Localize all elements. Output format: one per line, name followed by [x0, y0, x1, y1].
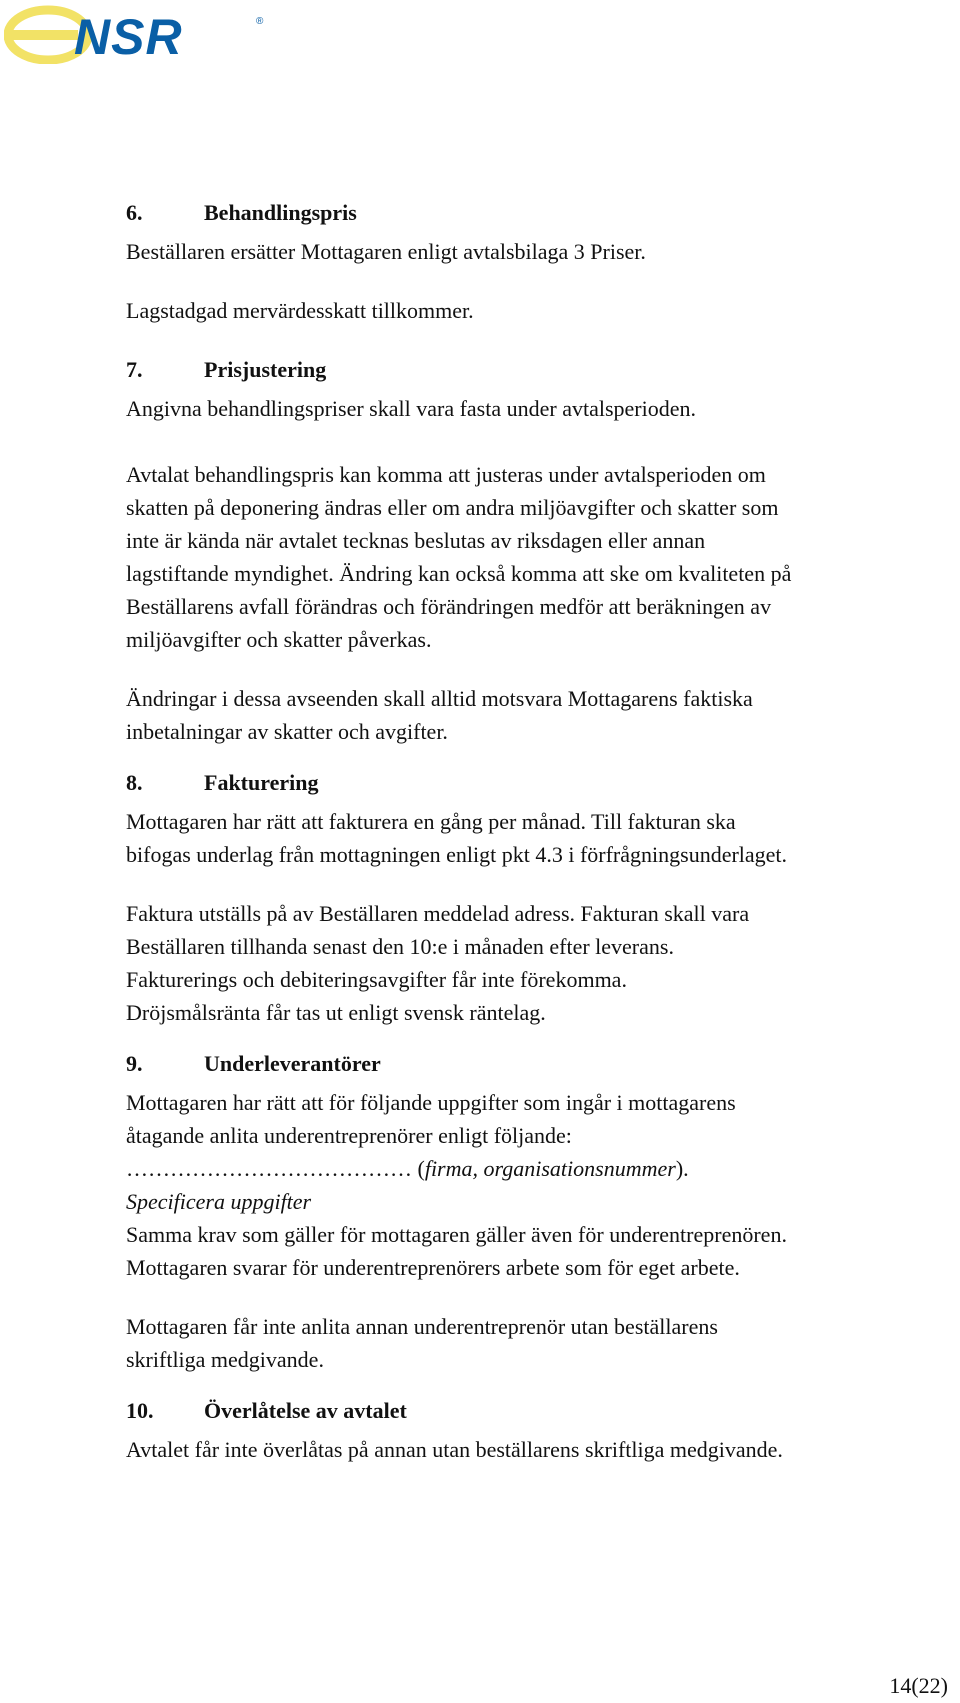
- text-line: Avtalat behandlingspris kan komma att justeras under avtalsperioden om: [126, 462, 766, 487]
- section-6-heading: [126, 196, 946, 229]
- placeholder-end: ).: [675, 1156, 689, 1181]
- logo-registered: ®: [256, 16, 264, 27]
- paragraph: [126, 1310, 946, 1376]
- text-line: bifogas underlag från mottagningen enligt pkt 4.3 i förfrågningsunderlaget.: [126, 842, 788, 867]
- paragraph: [126, 897, 946, 1029]
- section-9-heading: [126, 1047, 946, 1080]
- section-title: Underleverantörer: [204, 1051, 381, 1076]
- text-line: Mottagaren svarar för underentreprenörers arbete som för eget arbete.: [126, 1255, 740, 1280]
- specify-note: Specificera uppgifter: [126, 1189, 312, 1214]
- paragraph: [126, 1086, 946, 1284]
- paragraph: [126, 682, 946, 748]
- logo-bar: [12, 30, 78, 40]
- text-line: skatten på deponering ändras eller om andra miljöavgifter och skatter som: [126, 495, 779, 520]
- text-line: åtagande anlita underentreprenörer enligt följande:: [126, 1123, 572, 1148]
- section-10-heading: [126, 1394, 946, 1427]
- text-line: Beställarens avfall förändras och förändringen medför att beräkningen av: [126, 594, 772, 619]
- text-line: miljöavgifter och skatter påverkas.: [126, 627, 432, 652]
- text-line: Faktura utställs på av Beställaren meddelad adress. Fakturan skall vara: [126, 901, 750, 926]
- section-number: 9.: [126, 1051, 143, 1076]
- paragraph: [126, 805, 946, 871]
- paragraph: Beställaren ersätter Mottagaren enligt avtalsbilaga 3 Priser.: [126, 239, 646, 264]
- section-number: 10.: [126, 1398, 154, 1423]
- section-7-heading: [126, 353, 946, 386]
- section-number: 6.: [126, 200, 143, 225]
- section-8-heading: [126, 766, 946, 799]
- text-line: Fakturerings och debiteringsavgifter får inte förekomma.: [126, 967, 627, 992]
- page-number: 14(22): [889, 1673, 948, 1698]
- section-title: Fakturering: [204, 770, 319, 795]
- document-body: [126, 196, 946, 1466]
- paragraph: [126, 458, 946, 656]
- section-title: Behandlingspris: [204, 200, 357, 225]
- text-line: Mottagaren får inte anlita annan underentreprenör utan beställarens: [126, 1314, 718, 1339]
- text-line: inte är kända när avtalet tecknas beslutas av riksdagen eller annan: [126, 528, 706, 553]
- paragraph: Avtalet får inte överlåtas på annan utan beställarens skriftliga medgivande.: [126, 1437, 783, 1462]
- logo-text: NSR: [74, 9, 183, 64]
- text-line: skriftliga medgivande.: [126, 1347, 324, 1372]
- text-line: Beställaren tillhanda senast den 10:e i månaden efter leverans.: [126, 934, 674, 959]
- section-number: 7.: [126, 357, 143, 382]
- text-line: Mottagaren har rätt att fakturera en gång per månad. Till fakturan ska: [126, 809, 736, 834]
- text-line: Ändringar i dessa avseenden skall alltid motsvara Mottagarens faktiska: [126, 686, 753, 711]
- paragraph: Angivna behandlingspriser skall vara fasta under avtalsperioden.: [126, 396, 696, 421]
- section-title: Överlåtelse av avtalet: [204, 1398, 407, 1423]
- section-title: Prisjustering: [204, 357, 327, 382]
- section-number: 8.: [126, 770, 143, 795]
- fill-in-line: [126, 1156, 689, 1181]
- nsr-logo: [4, 4, 266, 64]
- text-line: Dröjsmålsränta får tas ut enligt svensk räntelag.: [126, 1000, 546, 1025]
- placeholder-hint: firma, organisationsnummer: [424, 1156, 676, 1181]
- text-line: lagstiftande myndighet. Ändring kan också komma att ske om kvaliteten på: [126, 561, 792, 586]
- text-line: inbetalningar av skatter och avgifter.: [126, 719, 448, 744]
- text-line: Mottagaren har rätt att för följande uppgifter som ingår i mottagarens: [126, 1090, 736, 1115]
- dotted-placeholder: ………………………………… (: [126, 1156, 425, 1181]
- paragraph: Lagstadgad mervärdesskatt tillkommer.: [126, 298, 474, 323]
- text-line: Samma krav som gäller för mottagaren gäller även för underentreprenören.: [126, 1222, 787, 1247]
